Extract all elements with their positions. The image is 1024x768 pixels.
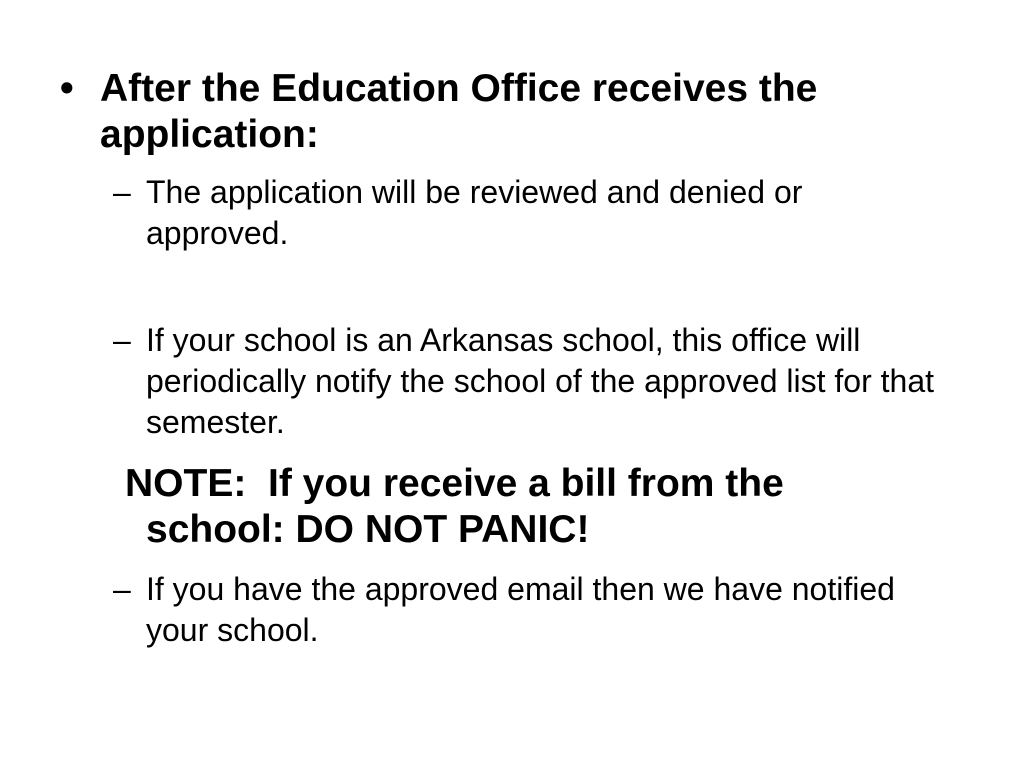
sub-item-review: [113, 172, 953, 254]
dash-icon: –: [113, 571, 131, 607]
sub-item-text: The application will be reviewed and denied or approved.: [146, 174, 803, 251]
sub-item-text: If you have the approved email then we have notified your school.: [146, 571, 895, 648]
main-bullet: [60, 66, 960, 158]
bullet-dot-icon: •: [60, 67, 74, 110]
note-line-2: school: DO NOT PANIC!: [146, 508, 590, 551]
dash-icon: –: [113, 174, 131, 210]
dash-icon: –: [113, 322, 131, 358]
sub-item-email: [113, 569, 953, 651]
sub-item-text: If your school is an Arkansas school, this office will periodically notify the school of the approved list for that semester.: [146, 322, 934, 440]
sub-item-arkansas: [113, 320, 953, 443]
main-bullet-text: After the Education Office receives the application:: [100, 67, 818, 156]
note-line-1: NOTE: If you receive a bill from the: [125, 462, 784, 505]
note-text: [125, 461, 945, 553]
